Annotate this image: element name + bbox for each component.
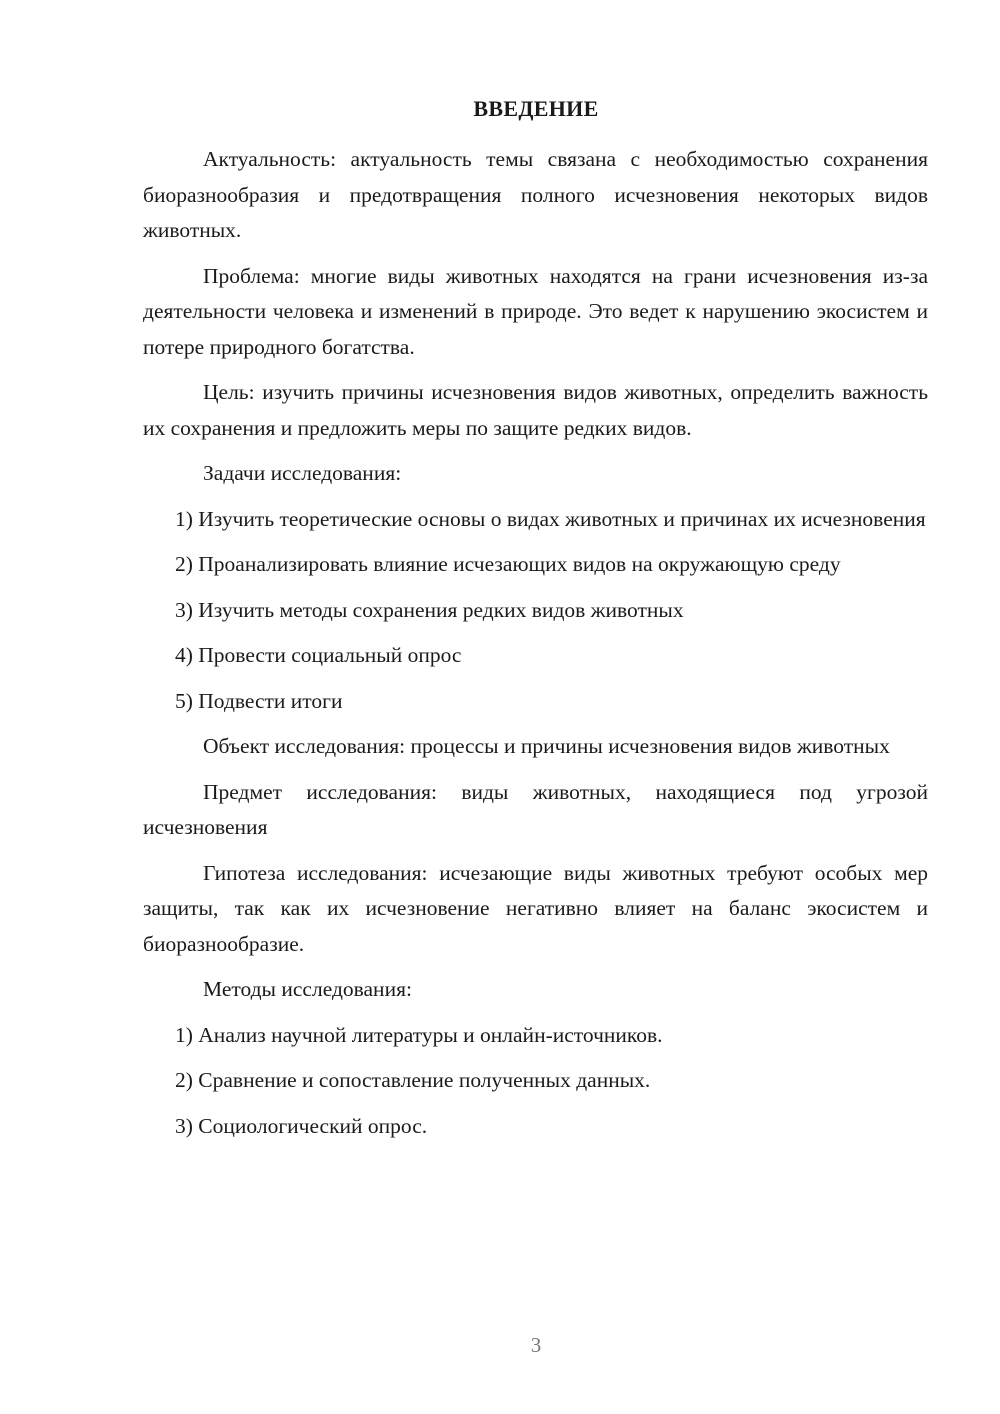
methods-heading: Методы исследования: <box>203 977 412 1001</box>
task-item-1: 1) Изучить теоретические основы о видах животных и причинах их исчезновения <box>175 506 926 531</box>
tasks-heading: Задачи исследования: <box>203 461 402 485</box>
subject-paragraph: Предмет исследования: виды животных, находящиеся под угрозой исчезновения <box>143 779 928 839</box>
problem-paragraph: Проблема: многие виды животных находятся на грани исчезновения из-за деятельности человека и изменений в природе. Это ведет к нарушению экосистем и потере природного богатства. <box>143 263 928 359</box>
hypothesis-paragraph: Гипотеза исследования: исчезающие виды животных требуют особых мер защиты, так как их исчезновение негативно влияет на баланс экосистем и биоразнообразие. <box>143 860 928 956</box>
goal-paragraph: Цель: изучить причины исчезновения видов животных, определить важность их сохранения и предложить меры по защите редких видов. <box>143 380 928 440</box>
object-paragraph: Объект исследования: процессы и причины исчезновения видов животных <box>203 734 890 758</box>
relevance-paragraph: Актуальность: актуальность темы связана с необходимостью сохранения биоразнообразия и предотвращения полного исчезновения некоторых видов животных. <box>143 147 928 242</box>
document-body <box>143 142 928 1154</box>
task-item-3: 3) Изучить методы сохранения редких видов животных <box>175 597 684 622</box>
task-item-4: 4) Провести социальный опрос <box>175 643 462 667</box>
page-title: ВВЕДЕНИЕ <box>473 96 599 121</box>
task-item-5: 5) Подвести итоги <box>175 688 343 713</box>
task-item-2: 2) Проанализировать влияние исчезающих видов на окружающую среду <box>175 552 841 576</box>
method-item-1: 1) Анализ научной литературы и онлайн-источников. <box>175 1022 663 1047</box>
page-number: 3 <box>530 1333 542 1357</box>
method-item-2: 2) Сравнение и сопоставление полученных данных. <box>175 1068 651 1092</box>
method-item-3: 3) Социологический опрос. <box>175 1113 428 1138</box>
